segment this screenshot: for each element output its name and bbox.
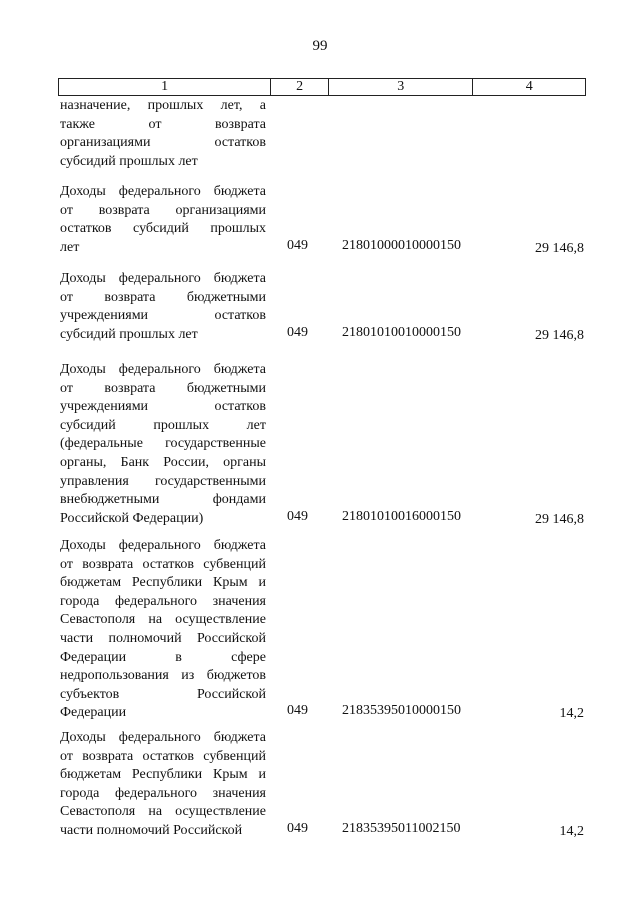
description-line: Севастополя на осуществление bbox=[60, 612, 266, 628]
description-line: города федерального значения bbox=[60, 785, 266, 801]
admin-code: 049 bbox=[287, 324, 308, 340]
amount-value: 29 146,8 bbox=[535, 240, 584, 256]
description-line: внебюджетными фондами bbox=[60, 492, 266, 508]
description-line: Севастополя на осуществление bbox=[60, 804, 266, 820]
amount-value: 14,2 bbox=[559, 824, 584, 839]
header-col-2: 2 bbox=[271, 79, 329, 95]
description-line: от возврата остатков субвенций bbox=[60, 748, 266, 764]
budget-classification-code: 21801010016000150 bbox=[342, 508, 461, 524]
description-line: назначение, прошлых лет, а bbox=[60, 98, 266, 113]
description-line: организациями остатков bbox=[60, 135, 266, 151]
amount-value: 29 146,8 bbox=[535, 511, 584, 527]
description-line: недропользования из бюджетов bbox=[60, 668, 266, 684]
description-line: Доходы федерального бюджета bbox=[60, 271, 266, 286]
budget-classification-code: 21835395011002150 bbox=[342, 821, 461, 836]
description-line: части полномочий Российской bbox=[60, 822, 243, 838]
description-line: субсидий прошлых лет bbox=[60, 326, 198, 342]
amount-value: 29 146,8 bbox=[535, 327, 584, 343]
description-line: учреждениями остатков bbox=[60, 308, 266, 324]
description-line: Доходы федерального бюджета bbox=[60, 184, 266, 199]
description-line: бюджетам Республики Крым и bbox=[60, 767, 266, 783]
header-col-1: 1 bbox=[59, 79, 271, 95]
budget-classification-code: 21801010010000150 bbox=[342, 324, 461, 340]
description-line: от возврата организациями bbox=[60, 202, 266, 218]
description-line: Российской Федерации) bbox=[60, 510, 204, 526]
description-line: части полномочий Российской bbox=[60, 630, 266, 646]
description-line: бюджетам Республики Крым и bbox=[60, 575, 266, 591]
description-line: субъектов Российской bbox=[60, 686, 266, 702]
description-line: Федерации в сфере bbox=[60, 649, 266, 665]
description-line: остатков субсидий прошлых bbox=[60, 221, 266, 237]
page-number: 99 bbox=[312, 38, 328, 54]
row-description bbox=[60, 183, 266, 257]
budget-classification-code: 21835395010000150 bbox=[342, 703, 461, 719]
admin-code: 049 bbox=[287, 821, 308, 836]
description-line: субсидий прошлых лет bbox=[60, 417, 266, 433]
description-line: также от возврата bbox=[60, 116, 266, 132]
row-description bbox=[60, 537, 266, 723]
header-col-4: 4 bbox=[525, 79, 533, 94]
admin-code: 049 bbox=[287, 508, 308, 524]
description-line: Федерации bbox=[60, 705, 127, 721]
description-line: от возврата бюджетными bbox=[60, 289, 266, 305]
description-line: субсидий прошлых лет bbox=[60, 153, 198, 169]
admin-code: 049 bbox=[287, 703, 308, 719]
amount-value: 14,2 bbox=[559, 706, 584, 722]
row-description bbox=[60, 729, 266, 841]
description-line: (федеральные государственные bbox=[60, 436, 266, 452]
admin-code: 049 bbox=[287, 237, 308, 253]
row-description bbox=[60, 361, 266, 528]
description-line: города федерального значения bbox=[60, 593, 266, 609]
description-line: лет bbox=[60, 239, 80, 255]
description-line: Доходы федерального бюджета bbox=[60, 538, 266, 553]
description-line: от возврата бюджетными bbox=[60, 380, 266, 396]
description-line: органы, Банк России, органы bbox=[60, 454, 266, 470]
description-line: Доходы федерального бюджета bbox=[60, 362, 266, 377]
description-line: управления государственными bbox=[60, 473, 266, 489]
table-header bbox=[58, 78, 586, 96]
row-description bbox=[60, 97, 266, 171]
row-description bbox=[60, 270, 266, 344]
budget-classification-code: 21801000010000150 bbox=[342, 237, 461, 253]
description-line: Доходы федерального бюджета bbox=[60, 730, 266, 745]
description-line: учреждениями остатков bbox=[60, 399, 266, 415]
header-col-3: 3 bbox=[329, 79, 473, 95]
description-line: от возврата остатков субвенций bbox=[60, 556, 266, 572]
